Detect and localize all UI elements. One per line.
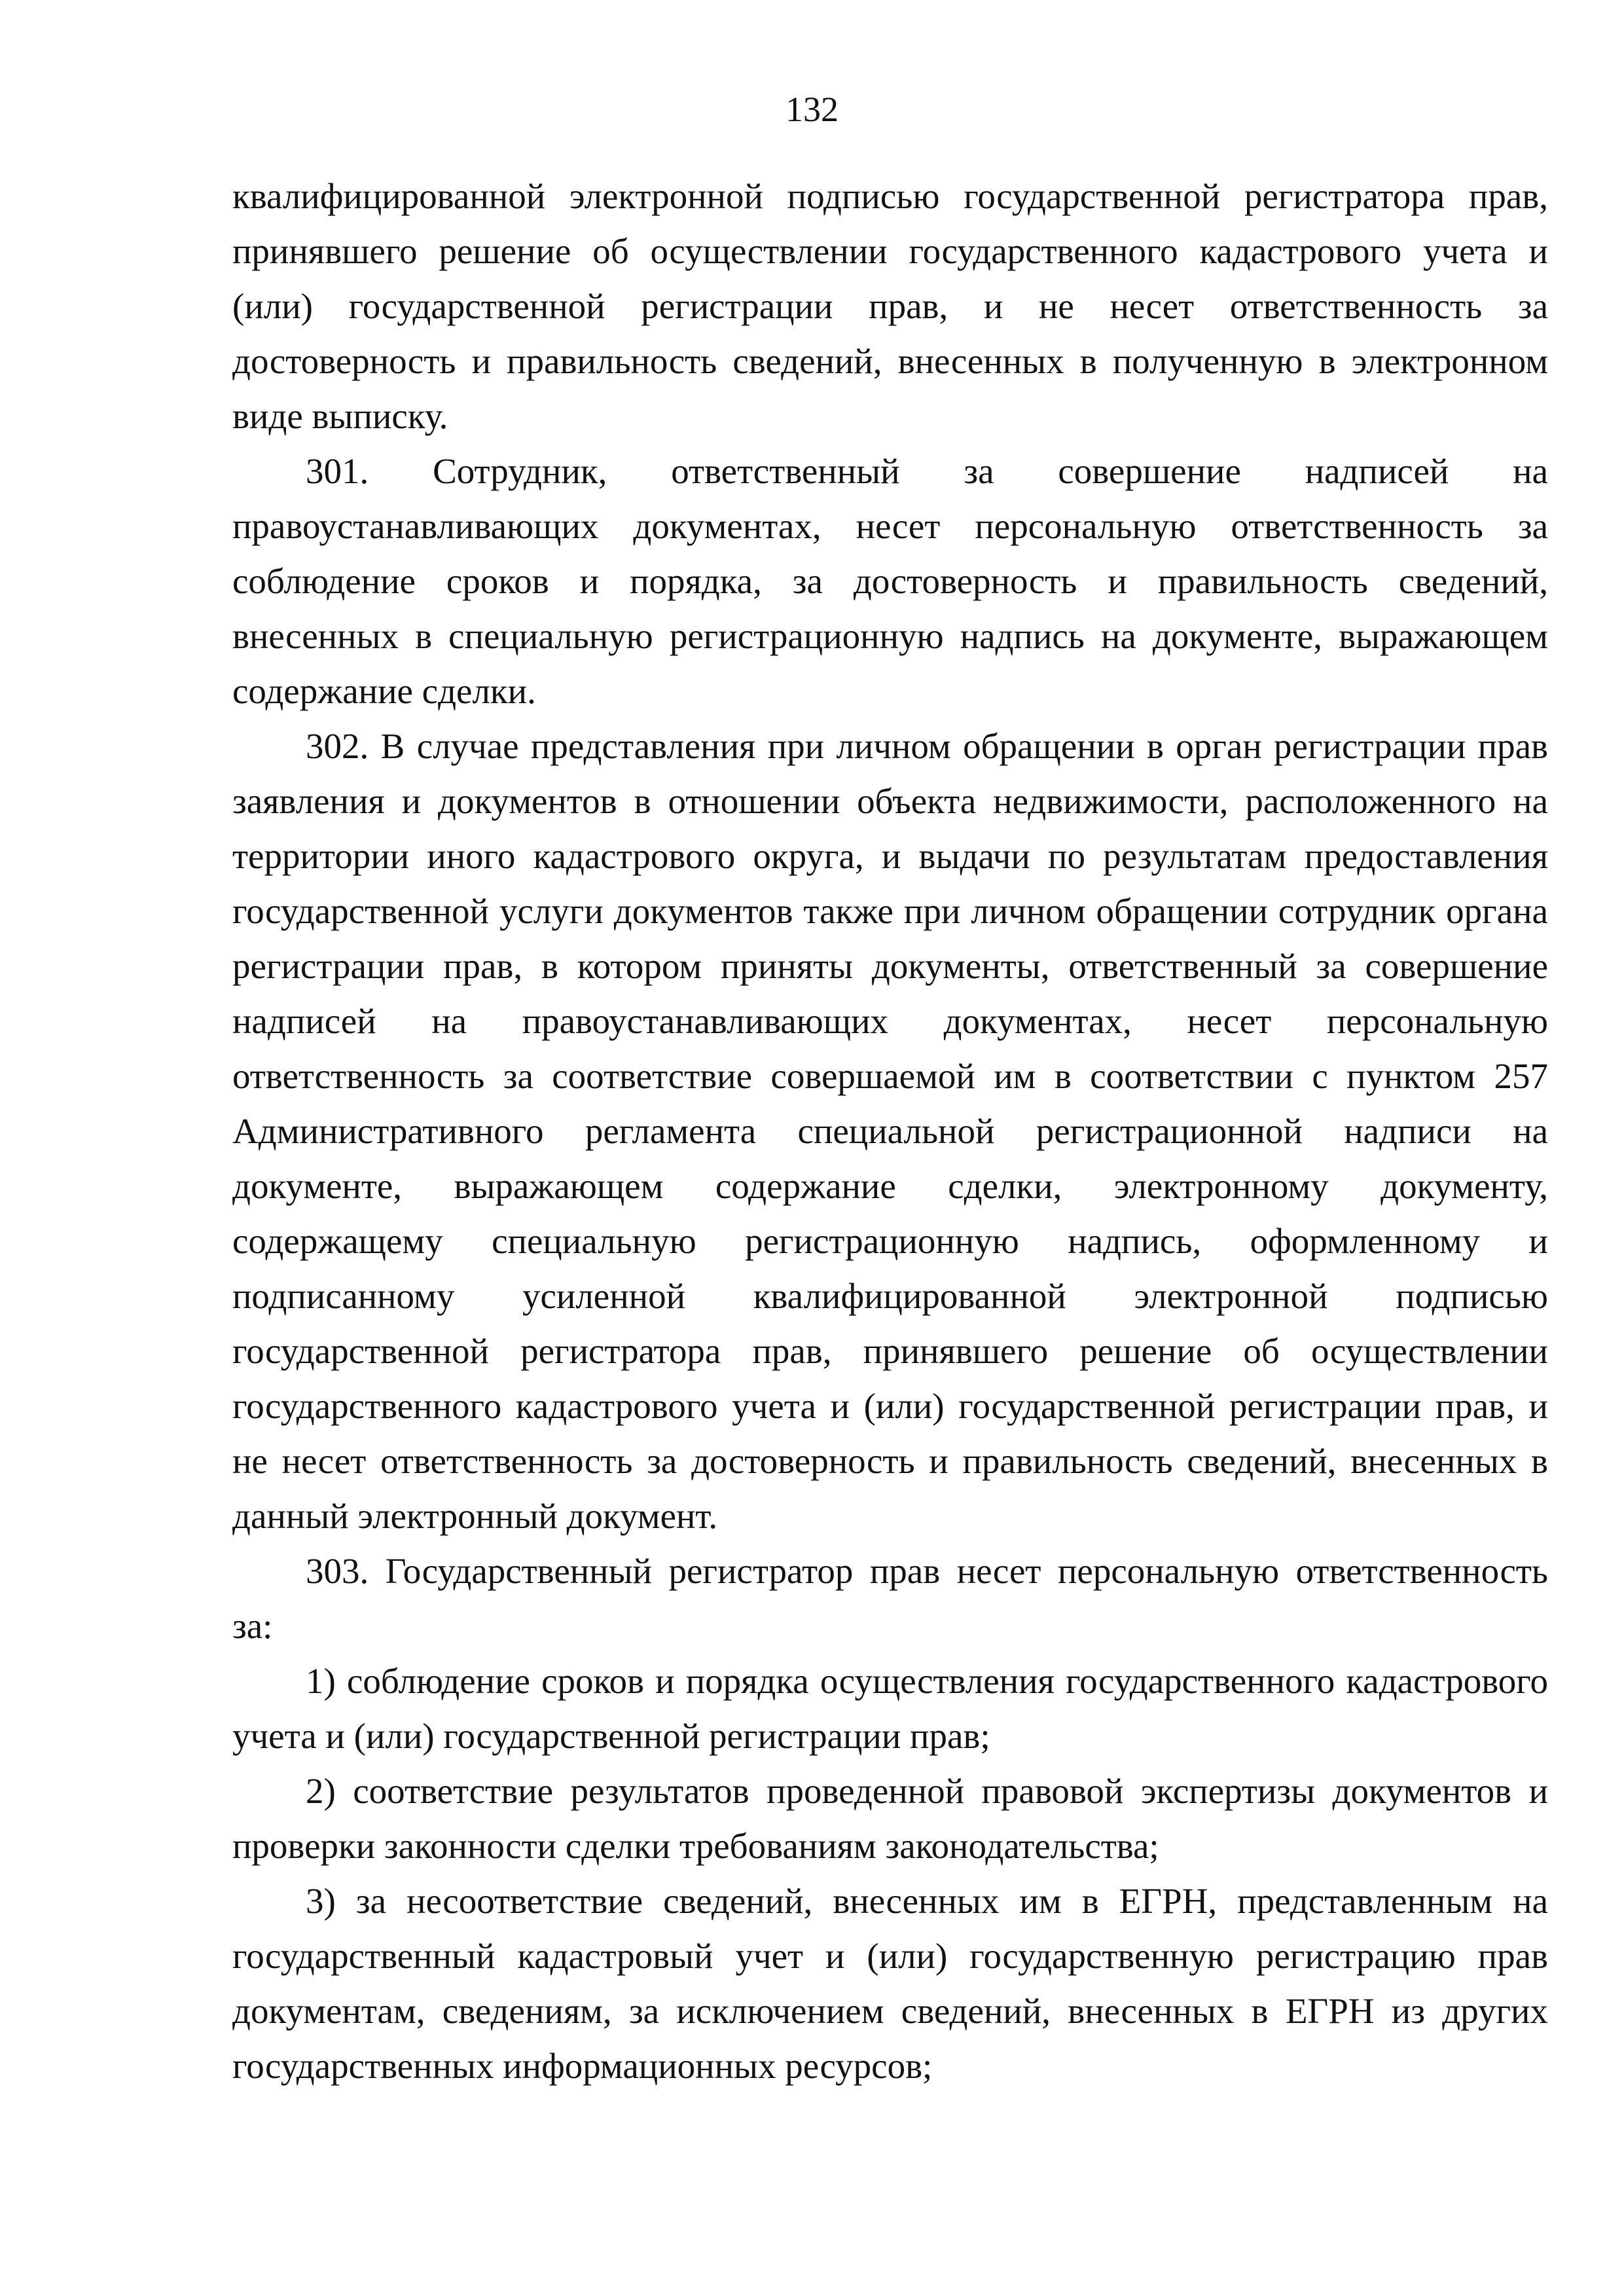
list-item-3: 3) за несоответствие сведений, внесенных им в ЕГРН, представленным на государственный кадастровый учет и (или) государственную регистрацию прав документам, сведениям, за исключением сведений, внесенных в ЕГРН из других государственных информационных ресурсов;	[232, 1881, 1548, 2086]
paragraph-301: 301. Сотрудник, ответственный за совершение надписей на правоустанавливающих документах, несет персональную ответственность за соблюдение сроков и порядка, за достоверность и правильность сведений, внесенных в специальную регистрационную надпись на документе, выражающем содержание сделки.	[232, 451, 1548, 711]
paragraph-303: 303. Государственный регистратор прав несет персональную ответственность за:	[232, 1551, 1548, 1646]
list-item-1: 1) соблюдение сроков и порядка осуществления государственного кадастрового учета и (или) государственной регистрации прав;	[232, 1661, 1548, 1756]
document-body	[232, 169, 1548, 2094]
page-number: 132	[785, 90, 839, 129]
paragraph-302: 302. В случае представления при личном обращении в орган регистрации прав заявления и документов в отношении объекта недвижимости, расположенного на территории иного кадастрового округа, и выдачи по результатам предоставления государственной услуги документов также при личном обращении сотрудник органа регистрации прав, в котором приняты документы, ответственный за совершение надписей на правоустанавливающих документах, несет персональную ответственность за соответствие совершаемой им в соответствии с пунктом 257 Административного регламента специальной регистрационной надписи на документе, выражающем содержание сделки, электронному документу, содержащему специальную регистрационную надпись, оформленному и подписанному усиленной квалифицированной электронной подписью государственной регистратора прав, принявшего решение об осуществлении государственного кадастрового учета и (или) государственной регистрации прав, и не несет ответственность за достоверность и правильность сведений, внесенных в данный электронный документ.	[232, 726, 1548, 1536]
list-item-2: 2) соответствие результатов проведенной правовой экспертизы документов и проверки законности сделки требованиям законодательства;	[232, 1771, 1548, 1866]
paragraph-continuation: квалифицированной электронной подписью государственной регистратора прав, принявшего решение об осуществлении государственного кадастрового учета и (или) государственной регистрации прав, и не несет ответственность за достоверность и правильность сведений, внесенных в полученную в электронном виде выписку.	[232, 176, 1548, 436]
